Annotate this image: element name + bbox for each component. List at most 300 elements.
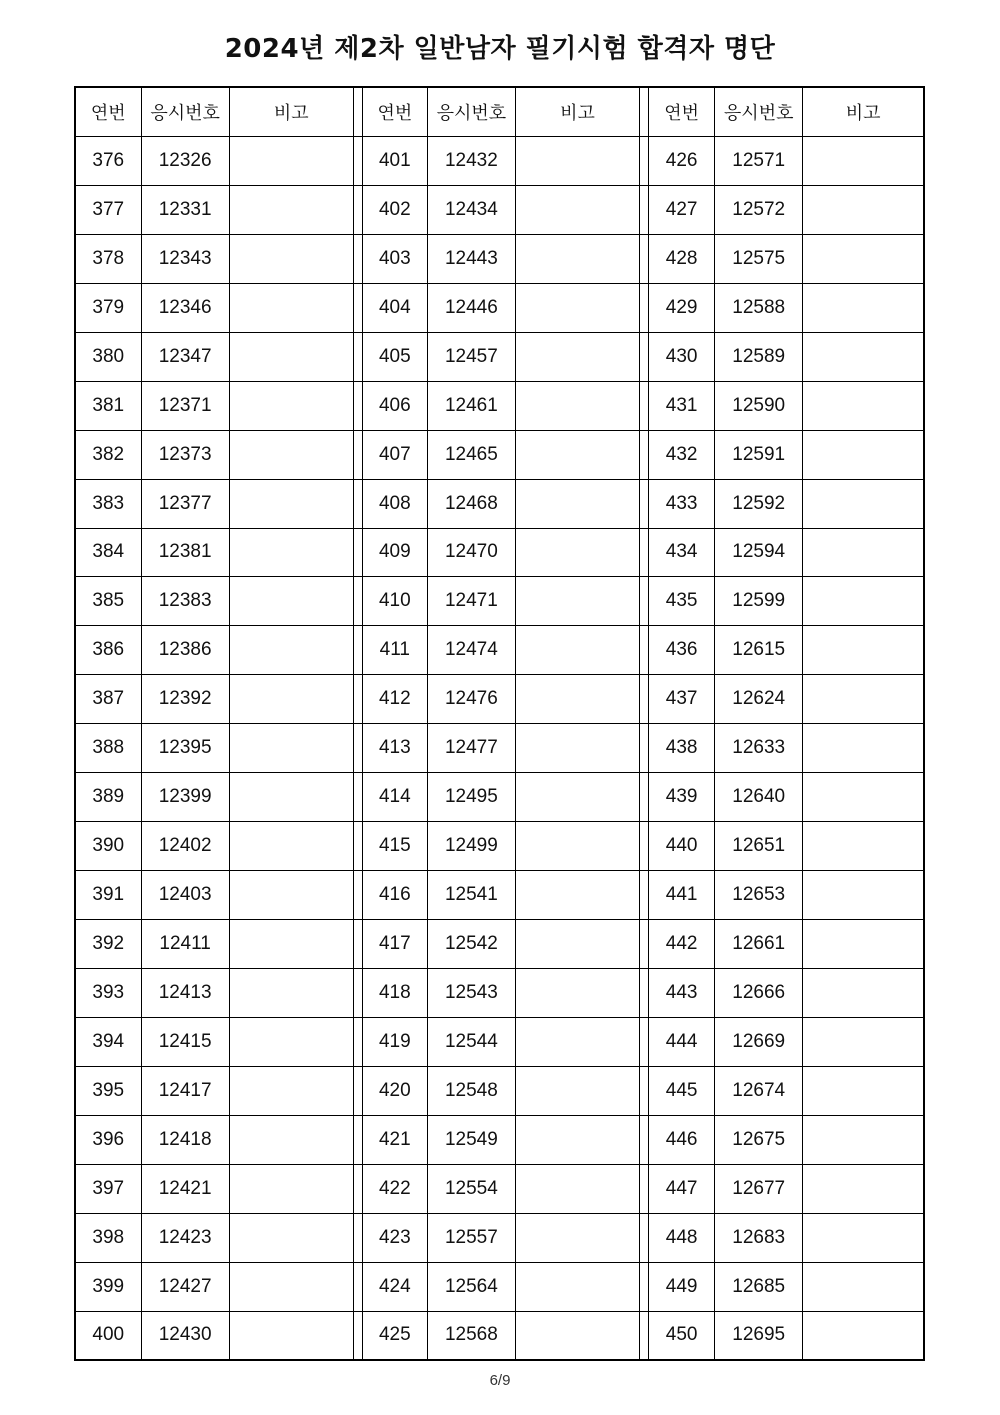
seq-cell: 379 [76, 283, 141, 332]
seq-cell: 443 [649, 968, 715, 1017]
seq-cell: 446 [649, 1115, 715, 1164]
page-title: 2024년 제2차 일반남자 필기시험 합격자 명단 [224, 34, 776, 64]
note-cell [229, 381, 353, 430]
note-cell [229, 1311, 353, 1359]
note-cell [515, 1017, 639, 1066]
note-cell [229, 528, 353, 577]
note-cell [515, 724, 639, 773]
seq-cell: 404 [362, 283, 427, 332]
seq-cell: 415 [362, 822, 427, 871]
exam-no-cell: 12411 [141, 920, 229, 969]
exam-no-cell: 12432 [427, 137, 515, 186]
column-gap [353, 968, 362, 1017]
seq-cell: 441 [649, 871, 715, 920]
note-cell [515, 234, 639, 283]
exam-no-cell: 12331 [141, 185, 229, 234]
table-row [76, 430, 923, 479]
column-gap [640, 871, 649, 920]
header-row [76, 88, 923, 137]
exam-no-cell: 12346 [141, 283, 229, 332]
note-cell [229, 1017, 353, 1066]
exam-no-cell: 12343 [141, 234, 229, 283]
note-cell [515, 871, 639, 920]
exam-no-cell: 12572 [715, 185, 803, 234]
note-cell [229, 1213, 353, 1262]
note-cell [229, 234, 353, 283]
column-gap [640, 1066, 649, 1115]
exam-no-cell: 12418 [141, 1115, 229, 1164]
table-row [76, 675, 923, 724]
seq-cell: 408 [362, 479, 427, 528]
header-seq: 연번 [649, 88, 715, 137]
exam-no-cell: 12554 [427, 1164, 515, 1213]
exam-no-cell: 12413 [141, 968, 229, 1017]
note-cell [515, 185, 639, 234]
seq-cell: 377 [76, 185, 141, 234]
seq-cell: 395 [76, 1066, 141, 1115]
column-gap [640, 1213, 649, 1262]
exam-no-cell: 12470 [427, 528, 515, 577]
header-note: 비고 [515, 88, 639, 137]
seq-cell: 413 [362, 724, 427, 773]
exam-no-cell: 12415 [141, 1017, 229, 1066]
exam-no-cell: 12571 [715, 137, 803, 186]
note-cell [229, 968, 353, 1017]
seq-cell: 396 [76, 1115, 141, 1164]
note-cell [803, 1311, 923, 1359]
column-gap [353, 675, 362, 724]
note-cell [803, 626, 923, 675]
note-cell [803, 675, 923, 724]
seq-cell: 394 [76, 1017, 141, 1066]
note-cell [229, 724, 353, 773]
note-cell [803, 724, 923, 773]
seq-cell: 428 [649, 234, 715, 283]
seq-cell: 416 [362, 871, 427, 920]
note-cell [515, 381, 639, 430]
note-cell [803, 577, 923, 626]
exam-no-cell: 12402 [141, 822, 229, 871]
column-gap [353, 1164, 362, 1213]
note-cell [229, 1262, 353, 1311]
column-gap [640, 137, 649, 186]
seq-cell: 378 [76, 234, 141, 283]
exam-no-cell: 12477 [427, 724, 515, 773]
exam-no-cell: 12651 [715, 822, 803, 871]
note-cell [515, 1311, 639, 1359]
table-row [76, 1115, 923, 1164]
table-row [76, 577, 923, 626]
table-row [76, 137, 923, 186]
seq-cell: 406 [362, 381, 427, 430]
column-gap [640, 626, 649, 675]
exam-no-cell: 12542 [427, 920, 515, 969]
note-cell [229, 1115, 353, 1164]
column-gap [640, 88, 649, 137]
exam-no-cell: 12666 [715, 968, 803, 1017]
column-gap [640, 430, 649, 479]
table-row [76, 1017, 923, 1066]
exam-no-cell: 12615 [715, 626, 803, 675]
exam-no-cell: 12417 [141, 1066, 229, 1115]
exam-no-cell: 12471 [427, 577, 515, 626]
seq-cell: 385 [76, 577, 141, 626]
note-cell [515, 283, 639, 332]
column-gap [353, 381, 362, 430]
column-gap [640, 577, 649, 626]
exam-no-cell: 12381 [141, 528, 229, 577]
seq-cell: 410 [362, 577, 427, 626]
seq-cell: 388 [76, 724, 141, 773]
note-cell [515, 822, 639, 871]
seq-cell: 398 [76, 1213, 141, 1262]
column-gap [353, 1115, 362, 1164]
note-cell [515, 430, 639, 479]
exam-no-cell: 12661 [715, 920, 803, 969]
table-row [76, 1066, 923, 1115]
exam-no-cell: 12499 [427, 822, 515, 871]
exam-no-cell: 12399 [141, 773, 229, 822]
seq-cell: 437 [649, 675, 715, 724]
column-gap [640, 332, 649, 381]
note-cell [515, 1164, 639, 1213]
column-gap [353, 1262, 362, 1311]
exam-no-cell: 12549 [427, 1115, 515, 1164]
note-cell [803, 332, 923, 381]
header-note: 비고 [229, 88, 353, 137]
seq-cell: 376 [76, 137, 141, 186]
exam-no-cell: 12446 [427, 283, 515, 332]
exam-no-cell: 12564 [427, 1262, 515, 1311]
note-cell [803, 822, 923, 871]
seq-cell: 422 [362, 1164, 427, 1213]
seq-cell: 401 [362, 137, 427, 186]
table-row [76, 185, 923, 234]
exam-no-cell: 12468 [427, 479, 515, 528]
column-gap [640, 1164, 649, 1213]
table-row [76, 381, 923, 430]
column-gap [640, 283, 649, 332]
note-cell [803, 430, 923, 479]
seq-cell: 420 [362, 1066, 427, 1115]
exam-no-cell: 12541 [427, 871, 515, 920]
note-cell [229, 185, 353, 234]
exam-no-cell: 12423 [141, 1213, 229, 1262]
seq-cell: 412 [362, 675, 427, 724]
note-cell [229, 871, 353, 920]
seq-cell: 432 [649, 430, 715, 479]
exam-no-cell: 12591 [715, 430, 803, 479]
seq-cell: 434 [649, 528, 715, 577]
column-gap [353, 724, 362, 773]
seq-cell: 417 [362, 920, 427, 969]
exam-no-cell: 12588 [715, 283, 803, 332]
exam-no-cell: 12633 [715, 724, 803, 773]
note-cell [803, 1164, 923, 1213]
seq-cell: 381 [76, 381, 141, 430]
seq-cell: 424 [362, 1262, 427, 1311]
table-row [76, 626, 923, 675]
note-cell [515, 528, 639, 577]
note-cell [229, 479, 353, 528]
exam-no-cell: 12443 [427, 234, 515, 283]
seq-cell: 409 [362, 528, 427, 577]
note-cell [515, 1262, 639, 1311]
table-row [76, 1262, 923, 1311]
column-gap [640, 479, 649, 528]
exam-no-cell: 12568 [427, 1311, 515, 1359]
exam-no-cell: 12371 [141, 381, 229, 430]
column-gap [640, 968, 649, 1017]
note-cell [229, 332, 353, 381]
seq-cell: 438 [649, 724, 715, 773]
exam-no-cell: 12590 [715, 381, 803, 430]
column-gap [640, 185, 649, 234]
seq-cell: 389 [76, 773, 141, 822]
seq-cell: 419 [362, 1017, 427, 1066]
column-gap [640, 1262, 649, 1311]
exam-no-cell: 12683 [715, 1213, 803, 1262]
exam-no-cell: 12640 [715, 773, 803, 822]
column-gap [353, 479, 362, 528]
exam-no-cell: 12434 [427, 185, 515, 234]
roster-table [76, 88, 923, 1359]
exam-no-cell: 12674 [715, 1066, 803, 1115]
column-gap [640, 528, 649, 577]
note-cell [803, 234, 923, 283]
note-cell [803, 479, 923, 528]
column-gap [353, 1066, 362, 1115]
note-cell [229, 920, 353, 969]
table-row [76, 920, 923, 969]
table-row [76, 528, 923, 577]
column-gap [353, 822, 362, 871]
table-row [76, 1213, 923, 1262]
column-gap [353, 1311, 362, 1359]
table-row [76, 1311, 923, 1359]
table-row [76, 479, 923, 528]
seq-cell: 399 [76, 1262, 141, 1311]
note-cell [803, 871, 923, 920]
column-gap [353, 920, 362, 969]
seq-cell: 423 [362, 1213, 427, 1262]
seq-cell: 402 [362, 185, 427, 234]
note-cell [515, 773, 639, 822]
exam-no-cell: 12589 [715, 332, 803, 381]
note-cell [803, 283, 923, 332]
note-cell [803, 968, 923, 1017]
column-gap [353, 1017, 362, 1066]
note-cell [803, 1115, 923, 1164]
header-exam-no: 응시번호 [715, 88, 803, 137]
note-cell [803, 137, 923, 186]
exam-no-cell: 12575 [715, 234, 803, 283]
note-cell [515, 1115, 639, 1164]
exam-no-cell: 12430 [141, 1311, 229, 1359]
note-cell [229, 577, 353, 626]
seq-cell: 407 [362, 430, 427, 479]
seq-cell: 418 [362, 968, 427, 1017]
exam-no-cell: 12599 [715, 577, 803, 626]
header-seq: 연번 [76, 88, 141, 137]
header-note: 비고 [803, 88, 923, 137]
seq-cell: 411 [362, 626, 427, 675]
column-gap [353, 528, 362, 577]
note-cell [515, 332, 639, 381]
column-gap [640, 920, 649, 969]
exam-no-cell: 12457 [427, 332, 515, 381]
header-exam-no: 응시번호 [141, 88, 229, 137]
note-cell [803, 1017, 923, 1066]
seq-cell: 380 [76, 332, 141, 381]
column-gap [640, 675, 649, 724]
column-gap [353, 185, 362, 234]
seq-cell: 405 [362, 332, 427, 381]
exam-no-cell: 12474 [427, 626, 515, 675]
column-gap [353, 430, 362, 479]
exam-no-cell: 12383 [141, 577, 229, 626]
note-cell [229, 822, 353, 871]
note-cell [229, 773, 353, 822]
note-cell [515, 577, 639, 626]
exam-no-cell: 12347 [141, 332, 229, 381]
seq-cell: 397 [76, 1164, 141, 1213]
column-gap [353, 626, 362, 675]
exam-no-cell: 12461 [427, 381, 515, 430]
note-cell [515, 1213, 639, 1262]
table-row [76, 773, 923, 822]
column-gap [353, 137, 362, 186]
column-gap [640, 773, 649, 822]
note-cell [803, 1213, 923, 1262]
note-cell [229, 1066, 353, 1115]
note-cell [515, 920, 639, 969]
seq-cell: 386 [76, 626, 141, 675]
seq-cell: 449 [649, 1262, 715, 1311]
seq-cell: 382 [76, 430, 141, 479]
exam-no-cell: 12427 [141, 1262, 229, 1311]
column-gap [353, 1213, 362, 1262]
exam-no-cell: 12669 [715, 1017, 803, 1066]
column-gap [640, 381, 649, 430]
column-gap [640, 822, 649, 871]
table-row [76, 968, 923, 1017]
seq-cell: 391 [76, 871, 141, 920]
seq-cell: 384 [76, 528, 141, 577]
column-gap [640, 1311, 649, 1359]
table-row [76, 871, 923, 920]
note-cell [515, 479, 639, 528]
exam-no-cell: 12677 [715, 1164, 803, 1213]
note-cell [803, 185, 923, 234]
note-cell [803, 381, 923, 430]
seq-cell: 448 [649, 1213, 715, 1262]
seq-cell: 403 [362, 234, 427, 283]
note-cell [229, 430, 353, 479]
seq-cell: 450 [649, 1311, 715, 1359]
header-seq: 연번 [362, 88, 427, 137]
exam-no-cell: 12386 [141, 626, 229, 675]
exam-no-cell: 12653 [715, 871, 803, 920]
table-row [76, 234, 923, 283]
column-gap [640, 1017, 649, 1066]
note-cell [515, 968, 639, 1017]
exam-no-cell: 12465 [427, 430, 515, 479]
roster-body [76, 137, 923, 1360]
seq-cell: 414 [362, 773, 427, 822]
exam-no-cell: 12695 [715, 1311, 803, 1359]
column-gap [353, 577, 362, 626]
table-row [76, 332, 923, 381]
exam-no-cell: 12377 [141, 479, 229, 528]
table-row [76, 1164, 923, 1213]
column-gap [353, 332, 362, 381]
seq-cell: 427 [649, 185, 715, 234]
header-exam-no: 응시번호 [427, 88, 515, 137]
table-row [76, 822, 923, 871]
column-gap [640, 724, 649, 773]
exam-no-cell: 12495 [427, 773, 515, 822]
seq-cell: 421 [362, 1115, 427, 1164]
seq-cell: 393 [76, 968, 141, 1017]
seq-cell: 429 [649, 283, 715, 332]
note-cell [803, 1066, 923, 1115]
column-gap [353, 871, 362, 920]
seq-cell: 444 [649, 1017, 715, 1066]
seq-cell: 433 [649, 479, 715, 528]
exam-no-cell: 12403 [141, 871, 229, 920]
seq-cell: 435 [649, 577, 715, 626]
table-row [76, 283, 923, 332]
exam-no-cell: 12685 [715, 1262, 803, 1311]
note-cell [229, 626, 353, 675]
exam-no-cell: 12592 [715, 479, 803, 528]
note-cell [803, 1262, 923, 1311]
note-cell [803, 528, 923, 577]
seq-cell: 426 [649, 137, 715, 186]
note-cell [229, 675, 353, 724]
note-cell [229, 283, 353, 332]
seq-cell: 442 [649, 920, 715, 969]
column-gap [353, 234, 362, 283]
exam-no-cell: 12557 [427, 1213, 515, 1262]
seq-cell: 445 [649, 1066, 715, 1115]
table-row [76, 724, 923, 773]
seq-cell: 390 [76, 822, 141, 871]
note-cell [515, 137, 639, 186]
seq-cell: 439 [649, 773, 715, 822]
exam-no-cell: 12543 [427, 968, 515, 1017]
exam-no-cell: 12548 [427, 1066, 515, 1115]
exam-no-cell: 12395 [141, 724, 229, 773]
note-cell [515, 626, 639, 675]
column-gap [353, 283, 362, 332]
seq-cell: 431 [649, 381, 715, 430]
exam-no-cell: 12392 [141, 675, 229, 724]
column-gap [640, 234, 649, 283]
column-gap [353, 88, 362, 137]
note-cell [229, 1164, 353, 1213]
seq-cell: 387 [76, 675, 141, 724]
exam-no-cell: 12421 [141, 1164, 229, 1213]
note-cell [515, 1066, 639, 1115]
seq-cell: 436 [649, 626, 715, 675]
seq-cell: 400 [76, 1311, 141, 1359]
exam-no-cell: 12476 [427, 675, 515, 724]
column-gap [353, 773, 362, 822]
seq-cell: 392 [76, 920, 141, 969]
roster-sheet [74, 86, 925, 1361]
